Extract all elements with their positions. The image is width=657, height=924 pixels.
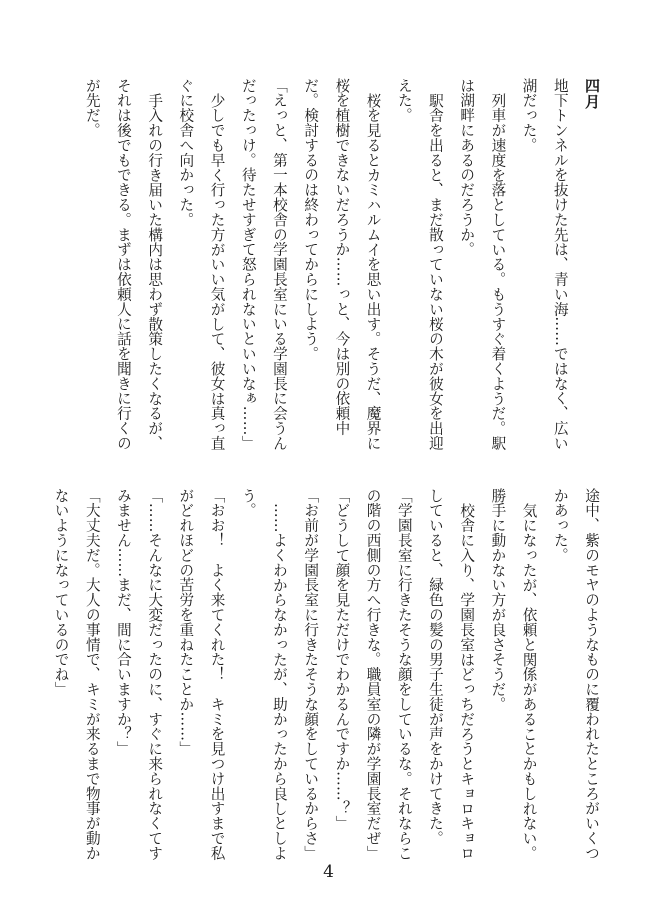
paragraph: 途中、紫のモヤのようなものに覆われたところがいくつかあった。 [551, 488, 600, 861]
paragraph: 手入れの行き届いた構内は思わず散策したくなるが、それは後でもできる。まずは依頼人に話を聞きに行くのが先だ。 [83, 78, 164, 451]
paragraph: 少しでも早く行った方がいい気がして、彼女は真っ直ぐに校舎へ向かった。 [177, 78, 226, 451]
upper-vertical-text [77, 78, 607, 456]
lower-text-block [52, 488, 607, 874]
upper-text-block [77, 78, 607, 456]
paragraph: 地下トンネルを抜けた先は、青い海……ではなく、広い湖だった。 [520, 78, 569, 451]
paragraph: 列車が速度を落としている。もうすぐ着くようだ。駅は湖畔にあるのだろうか。 [458, 78, 507, 451]
paragraph: 校舎に入り、学園長室はどっちだろうとキョロキョロしていると、緑色の髪の男子生徒が声をかけてきた。 [426, 488, 476, 861]
dialogue-paragraph: 「おお！ よく来てくれた！ キミを見つけ出すまで私がどれほどの苦労を重ねたことか……」 [177, 488, 226, 861]
dialogue-paragraph: 「お前が学園長室に行きたそうな顔をしているからさ」 [302, 488, 320, 861]
paragraph: ……よくわからなかったが、助かったから良しとしよう。 [239, 488, 288, 861]
page-number: 4 [323, 862, 334, 882]
dialogue-paragraph: 「学園長室に行きたそうな顔をしているな。それならこの階の西側の方へ行きな。職員室の隣が学園長室だぜ」 [364, 488, 413, 861]
dialogue-paragraph: 「……そんなに大変だったのに、すぐに来られなくてすみません……まだ、間に合いますか？」 [114, 488, 164, 861]
dialogue-paragraph: 「どうして顔を見ただけでわかるんですか……？」 [333, 488, 351, 831]
paragraph: 駅舎を出ると、まだ散っていない桜の木が彼女を出迎えた。 [395, 78, 444, 451]
dialogue-paragraph: 「大丈夫だ。大人の事情で、キミが来るまで物事が動かないようになっているのでね」 [52, 488, 101, 861]
chapter-heading: 四月 [583, 78, 601, 110]
dialogue-paragraph: 「えっと、第一本校舎の学園長室にいる学園長に会うんだったっけ。待たせすぎて怒られないといいなぁ……」 [239, 78, 288, 451]
paragraph: 桜を見るとカミハルムイを思い出す。そうだ、魔界に桜を植樹できないだろうか……っと、今は別の依頼中だ。検討するのは終わってからにしよう。 [302, 78, 382, 451]
paragraph: 気になったが、依頼と関係があることかもしれない。勝手に動かない方が良さそうだ。 [489, 488, 538, 861]
lower-vertical-text [52, 488, 607, 874]
